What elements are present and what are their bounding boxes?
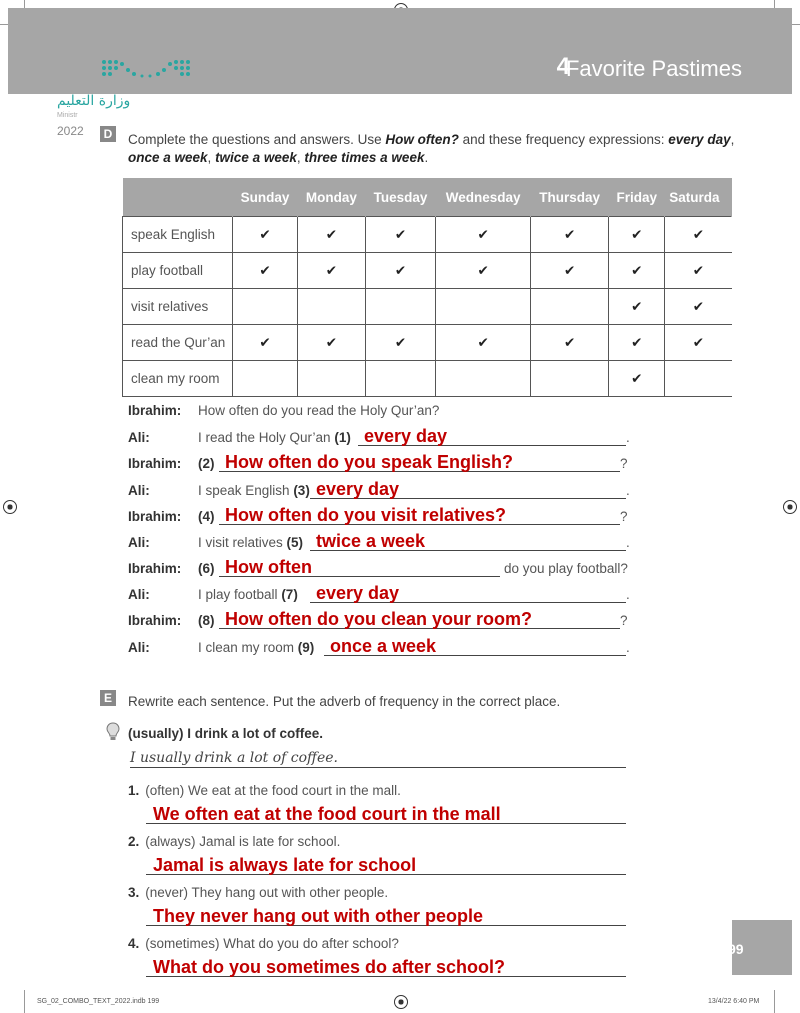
speaker-name: Ali: <box>128 535 150 550</box>
page-header <box>8 8 792 94</box>
speaker-name: Ibrahim: <box>128 509 182 524</box>
table-row <box>123 325 732 361</box>
activity-cell: visit relatives <box>123 289 233 325</box>
frequency-expression: once a week <box>128 150 208 165</box>
speaker-name: Ibrahim: <box>128 613 182 628</box>
answer-text: Jamal is always late for school <box>153 855 417 875</box>
checkmark-icon: ✔ <box>436 325 530 361</box>
checkmark-icon: ✔ <box>298 253 366 289</box>
checkmark-icon: ✔ <box>609 325 665 361</box>
ministry-name-arabic: وزارة التعليم <box>57 93 131 109</box>
exercise-prompt <box>128 885 388 900</box>
registration-mark-icon <box>3 500 17 514</box>
day-header: Friday <box>609 178 665 217</box>
checkmark-icon: ✔ <box>609 217 665 253</box>
speaker-name: Ali: <box>128 483 150 498</box>
table-header-row <box>123 178 732 217</box>
dialog-end: ? <box>620 509 628 524</box>
speaker-name: Ibrahim: <box>128 403 182 418</box>
dialog-prefix: I speak English <box>198 483 294 498</box>
dialog-end: . <box>626 430 630 445</box>
unit-title: Favorite Pastimes <box>565 56 742 81</box>
dialog-end: . <box>626 640 630 655</box>
answer-text: every day <box>316 479 400 499</box>
activity-cell: play football <box>123 253 233 289</box>
instruction-text: and these frequency expressions: <box>458 132 669 147</box>
blank-number: (1) <box>334 430 351 445</box>
day-header: Wednesday <box>436 178 530 217</box>
frequency-expression: three times a week <box>304 150 425 165</box>
empty-cell <box>298 361 366 397</box>
checkmark-icon: ✔ <box>436 253 530 289</box>
crop-mark <box>774 990 775 1013</box>
year-label: 2022 <box>57 124 84 138</box>
table-row <box>123 289 732 325</box>
dialog-end: . <box>626 535 630 550</box>
blank-number: (7) <box>281 587 298 602</box>
day-header: Tuesday <box>365 178 436 217</box>
empty-cell <box>365 361 436 397</box>
dialog-text <box>198 430 351 445</box>
table-header-corner <box>123 178 233 217</box>
dialog-end: ? <box>620 613 628 628</box>
empty-cell <box>233 361 298 397</box>
blank-number: (9) <box>297 640 315 655</box>
dialog-end: . <box>626 483 630 498</box>
answer-text: every day <box>364 426 448 446</box>
day-header: Sunday <box>233 178 298 217</box>
ministry-logo-icon <box>100 56 192 84</box>
prompt-text: (often) We eat at the food court in the mall. <box>145 783 401 798</box>
example-answer: I usually drink a lot of coffee. <box>130 750 338 766</box>
item-number: 4. <box>128 936 140 951</box>
frequency-expression: twice a week <box>215 150 297 165</box>
footer-file: SG_02_COMBO_TEXT_2022.indb 199 <box>37 998 160 1005</box>
table-row <box>123 253 732 289</box>
section-d-label: D <box>100 126 116 142</box>
day-header: Thursday <box>530 178 609 217</box>
checkmark-icon: ✔ <box>530 217 609 253</box>
activity-cell: clean my room <box>123 361 233 397</box>
prompt-text: (never) They hang out with other people. <box>145 885 389 900</box>
instruction-emphasis: How often? <box>385 132 459 147</box>
exercise-prompt <box>128 834 340 849</box>
answer-text: How often <box>225 557 312 577</box>
dialog-text <box>198 535 303 550</box>
dialog-prefix: I clean my room <box>198 640 298 655</box>
blank-number: (6) <box>198 561 215 576</box>
dialog-text <box>198 640 314 655</box>
checkmark-icon: ✔ <box>665 289 732 325</box>
empty-cell <box>298 289 366 325</box>
checkmark-icon: ✔ <box>365 325 436 361</box>
checkmark-icon: ✔ <box>665 253 732 289</box>
dialog-text <box>198 561 215 576</box>
answer-text: They never hang out with other people <box>153 906 484 926</box>
checkmark-icon: ✔ <box>298 217 366 253</box>
empty-cell <box>365 289 436 325</box>
activity-cell: speak English <box>123 217 233 253</box>
answer-text: twice a week <box>316 531 426 551</box>
empty-cell <box>530 361 609 397</box>
answer-text: every day <box>316 583 400 603</box>
day-header: Saturda <box>665 178 732 217</box>
speaker-name: Ali: <box>128 640 150 655</box>
blank-number: (5) <box>286 535 304 550</box>
empty-cell <box>436 289 530 325</box>
registration-mark-icon <box>783 500 797 514</box>
frequency-expression: every day <box>668 132 731 147</box>
dialog-text <box>198 509 215 524</box>
speaker-name: Ibrahim: <box>128 456 182 471</box>
checkmark-icon: ✔ <box>665 217 732 253</box>
empty-cell <box>233 289 298 325</box>
dialog-prefix: I read the Holy Qur’an <box>198 430 335 445</box>
blank-number: (4) <box>198 509 215 524</box>
activity-cell: read the Qur’an <box>123 325 233 361</box>
section-e-instruction: Rewrite each sentence. Put the adverb of frequency in the correct place. <box>128 694 561 709</box>
blank-number: (3) <box>293 483 310 498</box>
empty-cell <box>665 361 732 397</box>
dialog-text <box>198 587 298 602</box>
checkmark-icon: ✔ <box>233 325 298 361</box>
exercise-prompt <box>128 783 401 798</box>
dialog-end: ? <box>620 456 628 471</box>
crop-mark <box>24 990 25 1013</box>
answer-text: What do you sometimes do after school? <box>153 957 506 977</box>
answer-text: once a week <box>330 636 437 656</box>
blank-number: (8) <box>198 613 215 628</box>
dialog-prefix: I play football <box>198 587 282 602</box>
blank-number: (2) <box>198 456 215 471</box>
answer-text: How often do you speak English? <box>225 452 514 472</box>
prompt-text: (sometimes) What do you do after school? <box>145 936 399 951</box>
registration-mark-icon <box>394 995 408 1009</box>
answer-text: How often do you visit relatives? <box>225 505 507 525</box>
empty-cell <box>436 361 530 397</box>
lightbulb-icon <box>106 722 120 742</box>
section-e-label: E <box>100 690 116 706</box>
speaker-name: Ali: <box>128 587 150 602</box>
speaker-name: Ali: <box>128 430 150 445</box>
dialog-text: How often do you read the Holy Qur’an? <box>198 403 440 418</box>
table-row <box>123 217 732 253</box>
checkmark-icon: ✔ <box>665 325 732 361</box>
section-d-instruction: Complete the questions and answers. Use How often? and these frequency expressions: every day, once a week, twice a week, three times a week. <box>128 132 735 165</box>
checkmark-icon: ✔ <box>298 325 366 361</box>
dialog-end: . <box>626 587 630 602</box>
dialog-text <box>198 483 310 498</box>
table-row <box>123 361 732 397</box>
day-header: Monday <box>298 178 366 217</box>
dialog-text <box>198 613 215 628</box>
page-number: 99 <box>728 941 744 957</box>
answer-text: We often eat at the food court in the mall <box>153 804 501 824</box>
checkmark-icon: ✔ <box>609 289 665 325</box>
unit-number: 4 <box>556 53 570 80</box>
checkmark-icon: ✔ <box>530 325 609 361</box>
checkmark-icon: ✔ <box>233 217 298 253</box>
dialog-prefix: I visit relatives <box>198 535 287 550</box>
frequency-table <box>122 178 732 397</box>
dialog-text <box>198 456 215 471</box>
example-prompt <box>128 726 323 741</box>
instruction-text: Complete the questions and answers. Use <box>128 132 386 147</box>
checkmark-icon: ✔ <box>609 253 665 289</box>
checkmark-icon: ✔ <box>609 361 665 397</box>
item-number: 1. <box>128 783 140 798</box>
checkmark-icon: ✔ <box>233 253 298 289</box>
dialog-end: do you play football? <box>504 561 628 576</box>
item-number: 2. <box>128 834 140 849</box>
ministry-name-english: Ministr <box>57 112 78 119</box>
checkmark-icon: ✔ <box>436 217 530 253</box>
example-prompt-text: (usually) I drink a lot of coffee. <box>128 726 324 741</box>
speaker-name: Ibrahim: <box>128 561 182 576</box>
empty-cell <box>530 289 609 325</box>
checkmark-icon: ✔ <box>365 217 436 253</box>
prompt-text: (always) Jamal is late for school. <box>145 834 341 849</box>
checkmark-icon: ✔ <box>530 253 609 289</box>
footer-date: 13/4/22 6:40 PM <box>708 998 760 1005</box>
item-number: 3. <box>128 885 140 900</box>
example-answer-line <box>130 753 626 768</box>
answer-text: How often do you clean your room? <box>225 609 533 629</box>
exercise-prompt <box>128 936 399 951</box>
checkmark-icon: ✔ <box>365 253 436 289</box>
